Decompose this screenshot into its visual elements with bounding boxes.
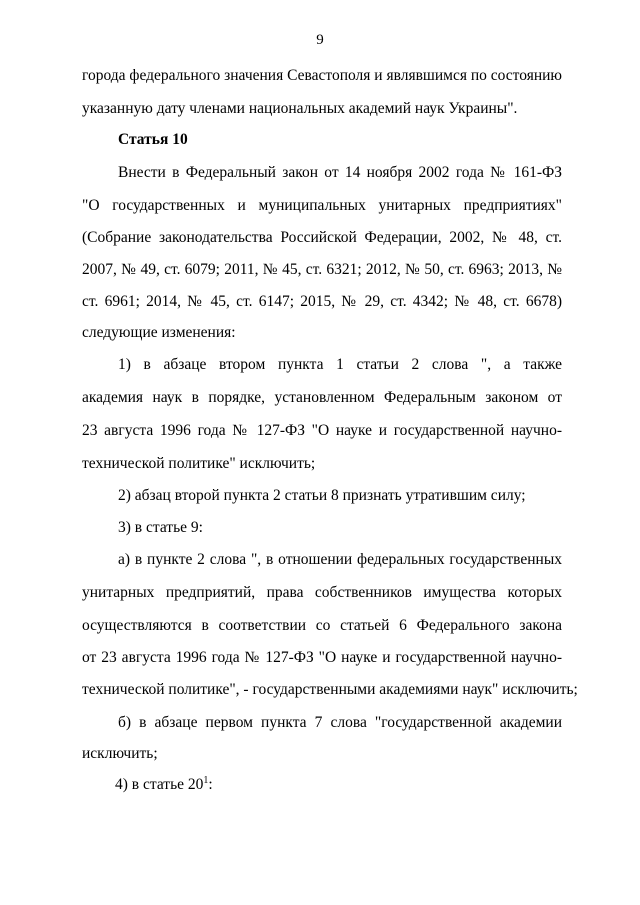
text-line: академия наук в порядке, установленном Федеральным законом от <box>82 389 562 406</box>
text-line: ст. 6961; 2014, № 45, ст. 6147; 2015, № 29, ст. 4342; № 48, ст. 6678) <box>82 293 562 310</box>
article-heading: Статья 10 <box>118 131 188 148</box>
text-line: 2007, № 49, ст. 6079; 2011, № 45, ст. 6321; 2012, № 50, ст. 6963; 2013, № <box>82 261 562 278</box>
sub-item-b: б) в абзаце первом пункта 7 слова "государственной академии <box>118 714 562 731</box>
page-number: 9 <box>316 32 324 48</box>
text-line: осуществляются в соответствии со статьей 6 Федерального закона <box>82 617 562 634</box>
text-line: технической политике", - государственными академиями наук" исключить; <box>82 681 578 698</box>
sub-item-a: а) в пункте 2 слова ", в отношении федеральных государственных <box>118 551 562 568</box>
text-line: исключить; <box>82 745 158 762</box>
text-line: Внести в Федеральный закон от 14 ноября 2002 года № 161-ФЗ <box>118 164 562 181</box>
text-line: указанную дату членами национальных академий наук Украины". <box>82 100 518 117</box>
text-line: унитарных предприятий, права собственников имущества которых <box>82 584 562 601</box>
superscript: 1 <box>203 774 209 786</box>
list-item-4-text: 4) в статье 20 <box>115 776 204 793</box>
text-line: (Собрание законодательства Российской Федерации, 2002, № 48, ст. <box>82 229 562 246</box>
text-line: города федерального значения Севастополя и являвшимся по состоянию <box>82 67 562 84</box>
text-line: технической политике" исключить; <box>82 455 316 472</box>
list-item-2: 2) абзац второй пункта 2 статьи 8 признать утратившим силу; <box>118 487 526 504</box>
list-item-4-suffix: : <box>208 776 213 793</box>
text-line: 23 августа 1996 года № 127-ФЗ "О науке и государственной научно- <box>82 422 562 439</box>
text-line: от 23 августа 1996 года № 127-ФЗ "О науке и государственной научно- <box>82 649 562 666</box>
text-line: "О государственных и муниципальных унитарных предприятиях" <box>82 197 562 214</box>
text-line: следующие изменения: <box>82 324 236 341</box>
list-item-1: 1) в абзаце втором пункта 1 статьи 2 слова ", а также <box>118 356 562 373</box>
list-item-4 <box>115 775 562 795</box>
list-item-3: 3) в статье 9: <box>118 519 203 536</box>
